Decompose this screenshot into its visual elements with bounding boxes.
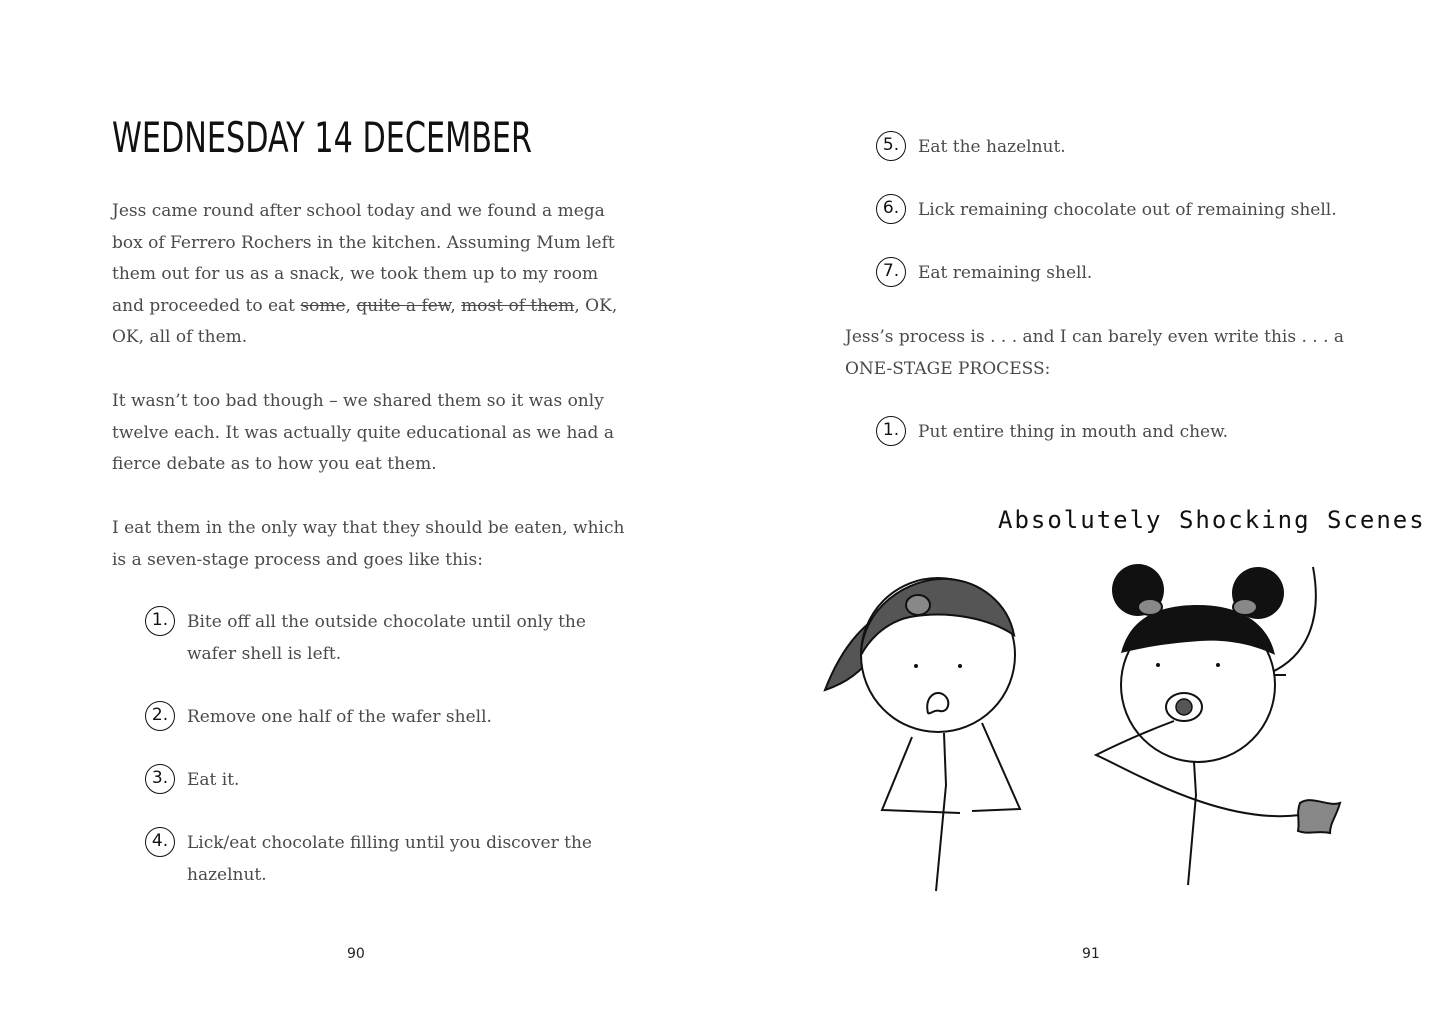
step-item [145, 702, 685, 734]
paragraph-1 [112, 196, 672, 354]
step-item [145, 607, 685, 671]
two-girls-illustration [800, 555, 1360, 900]
paragraph-2-line: twelve each. It was actually quite educational as we had a [112, 422, 614, 443]
right-page [722, 0, 1445, 1020]
step-text-line: hazelnut. [187, 864, 267, 885]
step-number-circle: 6. [876, 194, 906, 224]
step-text: Lick remaining chocolate out of remaining shell. [918, 200, 1337, 220]
paragraph-1-line: box of Ferrero Rochers in the kitchen. Assuming Mum left [112, 232, 615, 253]
text-fragment: and proceeded to eat [112, 295, 301, 316]
paragraph-2 [112, 386, 672, 481]
step-number-circle: 1. [876, 416, 906, 446]
crossed-out-word: most of them [461, 295, 575, 316]
paragraph-2-line: fierce debate as to how you eat them. [112, 454, 437, 475]
girl-right-figure [1096, 564, 1340, 885]
paragraph-1-line: them out for us as a snack, we took them up to my room [112, 264, 599, 285]
paragraph-jess-line: ONE-STAGE PROCESS: [845, 358, 1051, 379]
paragraph-3-line: I eat them in the only way that they should be eaten, which [112, 518, 625, 538]
step-text-line: Lick/eat chocolate filling until you discover the [187, 833, 592, 853]
paragraph-jess-line: Jess’s process is . . . and I can barely even write this . . . a [845, 327, 1345, 347]
paragraph-jess [845, 322, 1425, 385]
step-number-circle: 4. [145, 827, 175, 857]
paragraph-1-line: OK, all of them. [112, 327, 248, 348]
step-text: Put entire thing in mouth and chew. [918, 422, 1229, 442]
paragraph-1-line: Jess came round after school today and we found a mega [112, 201, 605, 221]
step-number-circle: 1. [145, 606, 175, 636]
step-number-circle: 5. [876, 131, 906, 161]
step-item [876, 258, 1416, 290]
step-text [187, 828, 592, 891]
page-title: WEDNESDAY 14 DECEMBER [112, 113, 533, 162]
step-text-line: Bite off all the outside chocolate until only the [187, 612, 586, 632]
paragraph-3 [112, 513, 672, 576]
step-text: Remove one half of the wafer shell. [187, 707, 492, 727]
step-item [876, 195, 1436, 227]
text-fragment: , OK, [574, 295, 618, 316]
step-text: Eat it. [187, 770, 240, 790]
girl-left-figure [825, 578, 1020, 891]
step-text: Eat the hazelnut. [918, 137, 1066, 157]
step-item [876, 132, 1416, 164]
step-item [145, 828, 685, 892]
page-number: 91 [1082, 946, 1100, 962]
step-item [145, 765, 685, 797]
paragraph-1-line: and proceeded to eat some, quite a few, most of them, OK, [112, 295, 618, 316]
step-number-circle: 2. [145, 701, 175, 731]
step-number-circle: 7. [876, 257, 906, 287]
page-number: 90 [347, 946, 365, 962]
step-number-circle: 3. [145, 764, 175, 794]
paragraph-2-line: It wasn’t too bad though – we shared them so it was only [112, 391, 604, 411]
step-text [187, 607, 586, 670]
step-text-line: wafer shell is left. [187, 643, 342, 664]
step-item [876, 417, 1416, 449]
paragraph-3-line: is a seven-stage process and goes like this: [112, 549, 483, 570]
shell-icon [1298, 800, 1340, 833]
illustration-caption: Absolutely Shocking Scenes [998, 506, 1426, 534]
crossed-out-word: quite a few [356, 295, 451, 316]
crossed-out-word: some [300, 295, 346, 316]
step-text: Eat remaining shell. [918, 263, 1093, 283]
left-page [0, 0, 722, 1020]
